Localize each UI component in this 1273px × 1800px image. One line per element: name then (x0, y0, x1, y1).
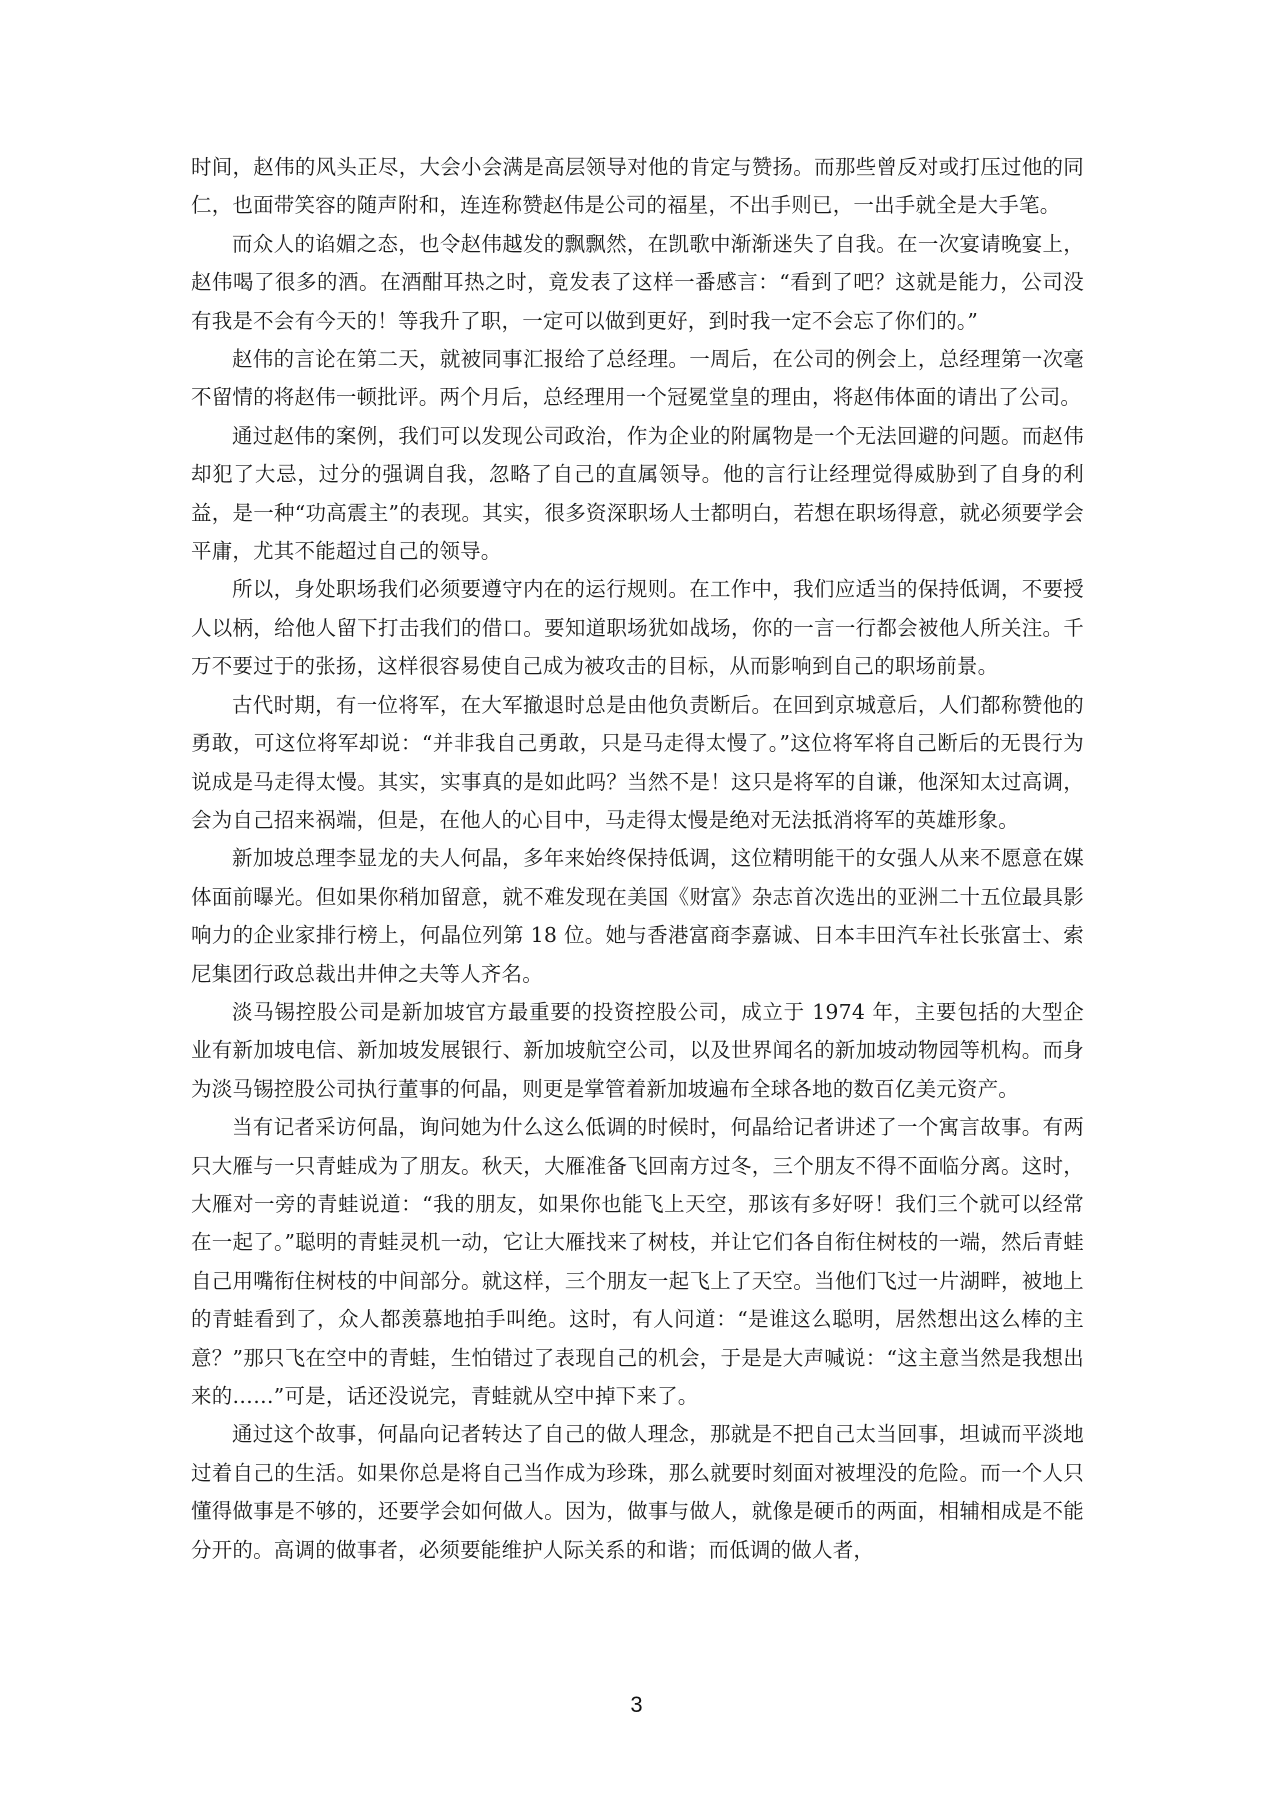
paragraph-1: 时间，赵伟的风头正尽，大会小会满是高层领导对他的肯定与赞扬。而那些曾反对或打压过他的同仁，也面带笑容的随声附和，连连称赞赵伟是公司的福星，不出手则已，一出手就全是大手笔。 (191, 155, 1084, 218)
paragraph-4: 通过赵伟的案例，我们可以发现公司政治，作为企业的附属物是一个无法回避的问题。而赵伟却犯了大忌，过分的强调自我，忽略了自己的直属领导。他的言行让经理觉得威胁到了自身的利益，是一种“功高震主”的表现。其实，很多资深职场人士都明白，若想在职场得意，就必须要学会平庸，尤其不能超过自己的领导。 (191, 423, 1084, 564)
paragraph-5: 所以，身处职场我们必须要遵守内在的运行规则。在工作中，我们应适当的保持低调，不要授人以柄，给他人留下打击我们的借口。要知道职场犹如战场，你的一言一行都会被他人所关注。千万不要过于的张扬，这样很容易使自己成为被攻击的目标，从而影响到自己的职场前景。 (191, 577, 1084, 679)
paragraph-2: 而众人的谄媚之态，也令赵伟越发的飘飘然，在凯歌中渐渐迷失了自我。在一次宴请晚宴上，赵伟喝了很多的酒。在酒酣耳热之时，竟发表了这样一番感言：“看到了吧？这就是能力，公司没有我是不会有今天的！等我升了职，一定可以做到更好，到时我一定不会忘了你们的。” (191, 231, 1084, 333)
paragraph-9: 当有记者采访何晶，询问她为什么这么低调的时候时，何晶给记者讲述了一个寓言故事。有两只大雁与一只青蛙成为了朋友。秋天，大雁准备飞回南方过冬，三个朋友不得不面临分离。这时，大雁对一旁的青蛙说道：“我的朋友，如果你也能飞上天空，那该有多好呀！我们三个就可以经常在一起了。”聪明的青蛙灵机一动，它让大雁找来了树枝，并让它们各自衔住树枝的一端，然后青蛙自己用嘴衔住树枝的中间部分。就这样，三个朋友一起飞上了天空。当他们飞过一片湖畔，被地上的青蛙看到了，众人都羡慕地拍手叫绝。这时，有人问道：“是谁这么聪明，居然想出这么棒的主意？”那只飞在空中的青蛙，生怕错过了表现自己的机会，于是是大声喊说：“这主意当然是我想出来的……”可是，话还没说完，青蛙就从空中掉下来了。 (191, 1115, 1084, 1408)
paragraph-3: 赵伟的言论在第二天，就被同事汇报给了总经理。一周后，在公司的例会上，总经理第一次毫不留情的将赵伟一顿批评。两个月后，总经理用一个冠冕堂皇的理由，将赵伟体面的请出了公司。 (191, 347, 1084, 410)
paragraph-8: 淡马锡控股公司是新加坡官方最重要的投资控股公司，成立于 1974 年，主要包括的大型企业有新加坡电信、新加坡发展银行、新加坡航空公司，以及世界闻名的新加坡动物园等机构。而身为淡马锡控股公司执行董事的何晶，则更是掌管着新加坡遍布全球各地的数百亿美元资产。 (191, 999, 1084, 1101)
document-body (191, 148, 1084, 1569)
paragraph-6: 古代时期，有一位将军，在大军撤退时总是由他负责断后。在回到京城意后，人们都称赞他的勇敢，可这位将军却说：“并非我自己勇敢，只是马走得太慢了。”这位将军将自己断后的无畏行为说成是马走得太慢。其实，实事真的是如此吗？当然不是！这只是将军的自谦，他深知太过高调，会为自己招来祸端，但是，在他人的心目中，马走得太慢是绝对无法抵消将军的英雄形象。 (191, 692, 1084, 832)
paragraph-10: 通过这个故事，何晶向记者转达了自己的做人理念，那就是不把自己太当回事，坦诚而平淡地过着自己的生活。如果你总是将自己当作成为珍珠，那么就要时刻面对被埋没的危险。而一个人只懂得做事是不够的，还要学会如何做人。因为，做事与做人，就像是硬币的两面，相辅相成是不能分开的。高调的做事者，必须要能维护人际关系的和谐；而低调的做人者， (191, 1422, 1084, 1562)
page-number: 3 (630, 1692, 643, 1717)
paragraph-7: 新加坡总理李显龙的夫人何晶，多年来始终保持低调，这位精明能干的女强人从来不愿意在媒体面前曝光。但如果你稍加留意，就不难发现在美国《财富》杂志首次选出的亚洲二十五位最具影响力的企业家排行榜上，何晶位列第 18 位。她与香港富商李嘉诚、日本丰田汽车社长张富士、索尼集团行政总裁出井伸之夫等人齐名。 (191, 846, 1084, 986)
